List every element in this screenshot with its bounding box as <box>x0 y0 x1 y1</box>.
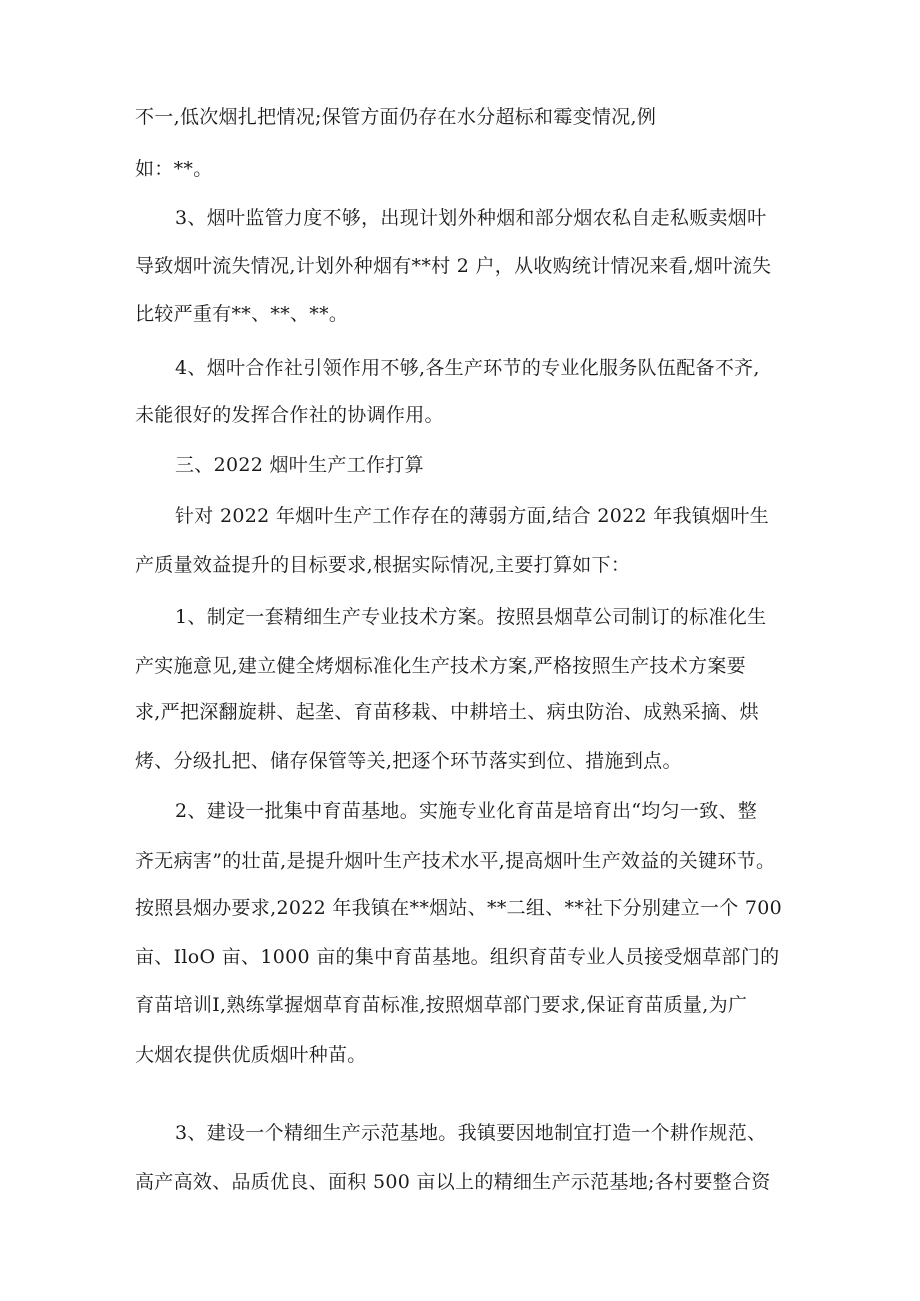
text-line: 1、制定一套精细生产专业技术方案。按照县烟草公司制订的标准化生 <box>175 606 767 628</box>
text-line: 齐无病害”的壮苗,是提升烟叶生产技术水平,提高烟叶生产效益的关键环节。 <box>135 850 776 872</box>
text-line: 求,严把深翻旋耕、起垄、育苗移栽、中耕培土、病虫防治、成熟采摘、烘 <box>135 701 759 723</box>
text-line: 未能很好的发挥合作社的协调作用。 <box>135 404 444 426</box>
text-line: 高产高效、品质优良、面积 500 亩以上的精细生产示范基地;各村要整合资 <box>135 1171 771 1193</box>
text-line: 4、烟叶合作社引领作用不够,各生产环节的专业化服务队伍配备不齐, <box>175 357 760 379</box>
text-line: 大烟农提供优质烟叶种苗。 <box>135 1044 367 1066</box>
section-heading: 三、2022 烟叶生产工作打算 <box>175 454 424 476</box>
text-line: 产实施意见,建立健全烤烟标准化生产技术方案,严格按照生产技术方案要 <box>135 655 746 677</box>
text-line: 烤、分级扎把、储存保管等关,把逐个环节落实到位、措施到点。 <box>135 750 682 772</box>
text-line: 导致烟叶流失情况,计划外种烟有**村 2 户，从收购统计情况来看,烟叶流失 <box>135 255 772 277</box>
text-line: 2、建设一批集中育苗基地。实施专业化育苗是培育出“均匀一致、整 <box>175 800 758 822</box>
text-line: 按照县烟办要求,2022 年我镇在**烟站、**二组、**社下分别建立一个 700 <box>135 897 783 919</box>
text-line: 育苗培训I,熟练掌握烟草育苗标准,按照烟草部门要求,保证育苗质量,为广 <box>135 994 748 1016</box>
text-line: 3、烟叶监管力度不够，出现计划外种烟和部分烟农私自走私贩卖烟叶 <box>175 207 767 229</box>
text-line: 不一,低次烟扎把情况;保管方面仍存在水分超标和霉变情况,例 <box>135 106 657 128</box>
text-line: 产质量效益提升的目标要求,根据实际情况,主要打算如下： <box>135 554 631 576</box>
text-line: 亩、IloO 亩、1000 亩的集中育苗基地。组织育苗专业人员接受烟草部门的 <box>135 946 780 968</box>
text-line: 3、建设一个精细生产示范基地。我镇要因地制宜打造一个耕作规范、 <box>175 1122 767 1144</box>
text-line: 针对 2022 年烟叶生产工作存在的薄弱方面,结合 2022 年我镇烟叶生 <box>175 505 770 527</box>
text-line: 如：**。 <box>135 158 213 180</box>
text-line: 比较严重有**、**、**。 <box>135 303 349 325</box>
